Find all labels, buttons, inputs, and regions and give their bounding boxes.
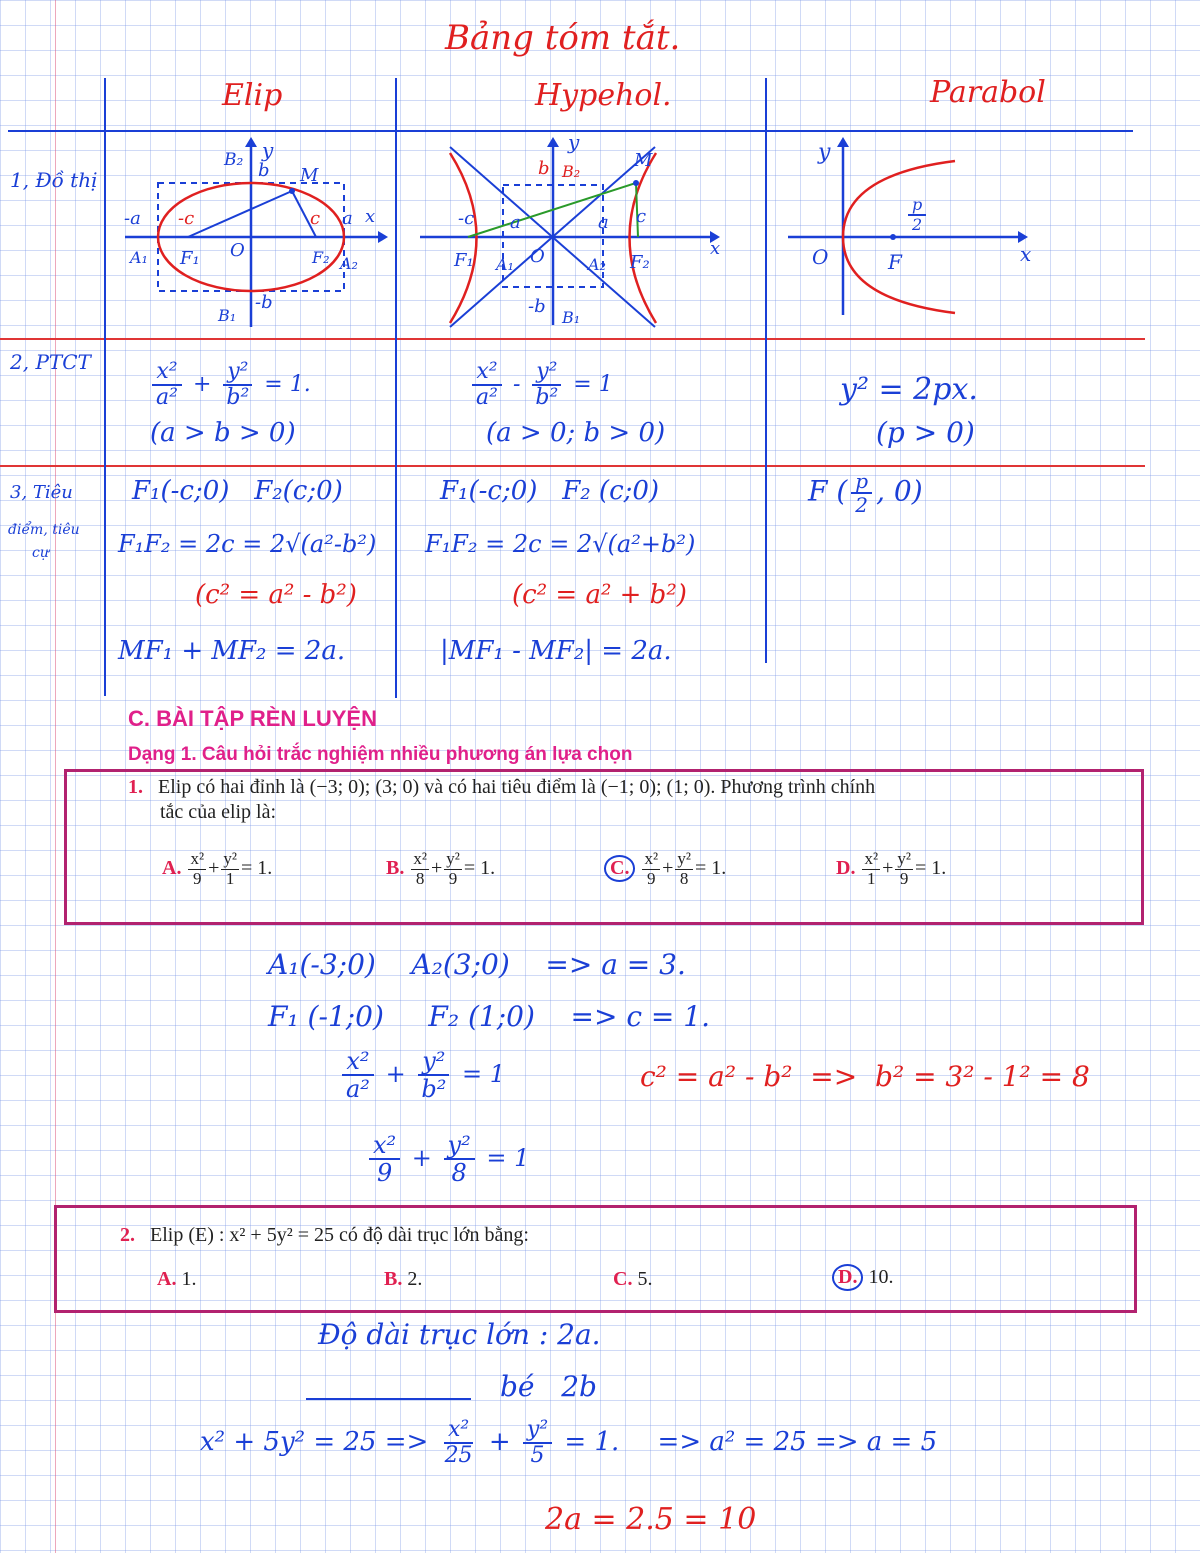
ptct-elip — [148, 360, 311, 410]
sol1-l3-d2: b² — [421, 1075, 447, 1104]
sol1-line-2: F₁ (-1;0) F₂ (1;0) => c = 1. — [268, 1000, 710, 1033]
sol2-l3-d2: 5 — [530, 1443, 545, 1469]
q2-option-b-value: 2. — [407, 1268, 423, 1290]
elip-label-a1: A₁ — [130, 248, 148, 267]
table-col-line-1 — [104, 78, 106, 696]
column-header-parabol: Parabol — [930, 75, 1046, 110]
q2-option-c-label: C. — [613, 1268, 633, 1290]
ptct-hyper-d1: a² — [476, 385, 498, 411]
foci-para-post: , 0) — [876, 474, 923, 508]
ptct-hyper-op: - — [512, 372, 521, 398]
sol1-l4-d1: 9 — [376, 1159, 393, 1188]
elip-label-neg-a: -a — [124, 208, 141, 229]
question-1-number: 1. — [128, 776, 143, 798]
hyperbola-graph — [410, 135, 760, 335]
q1-d-n2: y² — [897, 849, 911, 868]
sol2-line-4: 2a = 2.5 = 10 — [545, 1502, 757, 1537]
sol1-l3-op: + — [385, 1059, 406, 1088]
margin-line — [55, 0, 56, 1553]
para-p-num: p — [908, 196, 926, 216]
elip-label-x: x — [365, 206, 376, 227]
q1-option-c[interactable]: C. $\frac{\text{x²}}{9}$ + $\frac{\text{y²}}{8}$ = 1. — [604, 850, 726, 888]
q2-option-d[interactable] — [832, 1264, 893, 1291]
q1-a-eq: = 1. — [240, 856, 273, 879]
sol1-l4-d2: 8 — [451, 1159, 467, 1188]
q1-a-d2: 1 — [225, 868, 235, 888]
foci-hyper-l2: F₁F₂ = 2c = 2√(a²+b²) — [425, 530, 696, 558]
hyper-label-neg-c: -c — [458, 208, 475, 229]
foci-elip-l3: (c² = a² - b²) — [195, 580, 357, 610]
q1-option-d[interactable]: D. $\frac{\text{x²}}{1}$ + $\frac{\text{y²}}{9}$ = 1. — [836, 849, 947, 888]
sol1-l4-op: + — [411, 1143, 432, 1172]
sol2-l3-post: => a² = 25 => a = 5 — [657, 1427, 938, 1458]
foci-hyper-l1: F₁(-c;0) F₂ (c;0) — [440, 476, 660, 506]
ptct-elip-d1: a² — [156, 385, 178, 411]
hyper-label-b: b — [538, 158, 550, 179]
ellipse-focal-radius-1 — [188, 191, 292, 237]
para-label-p-over-2 — [908, 196, 926, 233]
sol2-l3-op: + — [488, 1427, 511, 1458]
question-2-box — [54, 1205, 1137, 1313]
hyper-label-a: a — [510, 212, 521, 233]
row-label-ptct: 2, PTCT — [10, 350, 91, 374]
sol1-line-4 — [365, 1132, 529, 1187]
ptct-hyper-cond: (a > 0; b > 0) — [486, 418, 666, 448]
question-2-text: Elip (E) : x² + 5y² = 25 có độ dài trục lớn bằng: — [150, 1224, 529, 1246]
table-row-line-2 — [0, 465, 1145, 467]
table-col-line-3 — [765, 78, 767, 663]
foci-para-pre: F ( — [808, 474, 848, 508]
question-2-number: 2. — [120, 1224, 135, 1246]
q1-c-d2: 8 — [679, 868, 689, 888]
para-label-x: x — [1020, 242, 1032, 266]
q2-option-d-value: 10. — [868, 1266, 894, 1288]
q1-option-b[interactable]: B. $\frac{\text{x²}}{8}$ + $\frac{\text{y²}}{9}$ = 1. — [386, 849, 496, 888]
q1-c-d1: 9 — [647, 868, 656, 888]
sol1-l4-eq: = 1 — [486, 1143, 530, 1172]
q1-d-eq: = 1. — [914, 856, 947, 879]
table-row-line-1 — [0, 338, 1145, 340]
elip-label-m: M — [300, 165, 319, 186]
hyper-label-f1: F₁ — [454, 250, 474, 271]
question-2 — [120, 1224, 529, 1247]
hyper-label-o: O — [530, 246, 545, 267]
q2-option-a-label: A. — [157, 1268, 177, 1290]
question-1-text-1: Elip có hai đỉnh là (−3; 0); (3; 0) và có hai tiêu điểm là (−1; 0); (1; 0). Phương trình chính — [158, 776, 876, 798]
foci-hyper-l4: |MF₁ - MF₂| = 2a. — [440, 636, 672, 666]
q1-a-n2: y² — [223, 849, 237, 868]
row-label-foci-1: 3, Tiêu — [10, 482, 73, 503]
sol2-l3-n1: x² — [444, 1418, 473, 1444]
table-col-line-2 — [395, 78, 397, 698]
ptct-elip-cond: (a > b > 0) — [150, 418, 296, 448]
sol1-l4-n1: x² — [369, 1132, 400, 1160]
q2-option-c-value: 5. — [637, 1268, 653, 1290]
q2-option-c[interactable] — [613, 1268, 652, 1291]
q1-d-d1: 1 — [867, 868, 876, 888]
para-label-y: y — [818, 140, 831, 165]
q2-option-b[interactable] — [384, 1268, 422, 1291]
ptct-hyper-n2: y² — [532, 360, 561, 386]
elip-label-o: O — [230, 240, 245, 261]
sol2-underline — [306, 1398, 471, 1400]
row-label-foci-3: cự — [32, 545, 49, 561]
sol1-l4-n2: y² — [444, 1132, 475, 1160]
elip-label-b2: B₂ — [224, 150, 244, 170]
sol2-l3-pre: x² + 5y² = 25 => — [200, 1427, 429, 1458]
sol2-line-2: bé 2b — [500, 1370, 597, 1403]
q1-a-n1: x² — [190, 849, 205, 868]
hyper-label-b1: B₁ — [562, 308, 581, 327]
foci-para-num: p — [851, 470, 872, 494]
hyper-label-y: y — [568, 130, 580, 154]
foci-para — [808, 470, 923, 516]
question-1 — [128, 776, 1118, 824]
sol1-line-3-red: c² = a² - b² => b² = 3² - 1² = 8 — [640, 1060, 1090, 1093]
sol1-l3-d1: a² — [346, 1075, 370, 1104]
ellipse-point-m — [289, 188, 295, 194]
q2-option-d-label: D. — [832, 1264, 863, 1291]
elip-label-f2: F₂ — [312, 248, 330, 267]
q1-d-n1: x² — [864, 849, 879, 868]
hyper-label-a1: A₁ — [496, 255, 514, 274]
hyper-label-f2: F₂ — [630, 252, 650, 273]
sol2-l3-d1: 25 — [444, 1443, 473, 1469]
q1-c-eq: = 1. — [694, 856, 727, 879]
q1-a-d1: 9 — [193, 868, 202, 888]
q1-option-a-label: A. — [162, 856, 182, 879]
elip-label-a: a — [342, 208, 353, 229]
elip-label-neg-c: -c — [178, 208, 195, 229]
para-p-den: 2 — [912, 214, 923, 234]
para-label-f: F — [888, 250, 902, 274]
row-label-foci-2: điểm, tiêu — [8, 522, 80, 538]
foci-elip-l2: F₁F₂ = 2c = 2√(a²-b²) — [118, 530, 377, 558]
sol1-line-3 — [338, 1048, 505, 1103]
column-header-hypebol: Hypehol. — [535, 78, 672, 113]
sol1-l3-eq: = 1 — [461, 1059, 505, 1088]
ptct-hyper-d2: b² — [535, 385, 559, 411]
page-title: Bảng tóm tắt. — [445, 18, 681, 58]
foci-elip-l4: MF₁ + MF₂ = 2a. — [118, 636, 346, 666]
sol2-l3-eq: = 1. — [564, 1427, 620, 1458]
sol1-l3-n2: y² — [418, 1048, 449, 1076]
q2-option-a-value: 1. — [181, 1268, 197, 1290]
hyper-label-a-right: a — [598, 212, 609, 233]
sol1-line-1: A₁(-3;0) A₂(3;0) => a = 3. — [268, 948, 686, 981]
q1-b-d2: 9 — [448, 868, 458, 888]
q1-option-a[interactable]: A. $\frac{\text{x²}}{9}$ + $\frac{\text{y²}}{1}$ = 1. — [162, 849, 273, 888]
ptct-elip-d2: b² — [226, 385, 250, 411]
section-subtitle: Dạng 1. Câu hỏi trắc nghiệm nhiều phương án lựa chọn — [128, 744, 633, 765]
ptct-para: y² = 2px. — [840, 372, 978, 407]
q2-option-b-label: B. — [384, 1268, 403, 1290]
foci-para-den: 2 — [855, 493, 869, 517]
elip-label-y: y — [262, 138, 274, 162]
hyper-label-m: M — [634, 150, 653, 171]
ptct-elip-n2: y² — [223, 360, 252, 386]
hyperbola-point-m — [633, 180, 639, 186]
ptct-para-cond: (p > 0) — [876, 416, 975, 449]
q1-c-n2: y² — [677, 849, 691, 868]
elip-label-f1: F₁ — [180, 248, 200, 269]
elip-label-b1: B₁ — [218, 306, 237, 325]
ptct-hyper-n1: x² — [472, 360, 501, 386]
ptct-elip-n1: x² — [152, 360, 181, 386]
foci-hyper-l3: (c² = a² + b²) — [512, 580, 687, 610]
ptct-hyper — [468, 360, 613, 410]
elip-label-a2: A₂ — [340, 254, 358, 273]
q2-option-a[interactable] — [157, 1268, 196, 1291]
column-header-elip: Elip — [222, 78, 283, 113]
q1-b-n2: y² — [446, 849, 460, 868]
hyper-label-a2: A₂ — [588, 255, 606, 274]
elip-label-c: c — [310, 208, 321, 229]
parabola-focus-point — [890, 234, 896, 240]
hyper-label-c: c — [636, 206, 647, 227]
q1-b-n1: x² — [413, 849, 427, 868]
q1-option-c-label: C. — [604, 855, 635, 882]
hyper-label-b2: B₂ — [562, 162, 581, 181]
hyper-label-neg-b: -b — [528, 296, 546, 317]
sol1-l3-n1: x² — [342, 1048, 373, 1076]
section-title: C. BÀI TẬP RÈN LUYỆN — [128, 706, 377, 731]
ptct-hyper-eq: = 1 — [573, 372, 613, 398]
elip-label-b: b — [258, 160, 270, 181]
ptct-elip-eq: = 1. — [264, 372, 311, 398]
sol2-line-3 — [200, 1418, 937, 1468]
elip-label-neg-b: -b — [255, 292, 273, 313]
ptct-elip-op: + — [192, 372, 212, 398]
q1-b-d1: 8 — [415, 868, 425, 888]
foci-elip-l1: F₁(-c;0) F₂(c;0) — [132, 476, 343, 506]
question-1-text-2: tắc của elip là: — [160, 801, 277, 823]
q1-d-d2: 9 — [899, 868, 909, 888]
sol2-l3-n2: y² — [523, 1418, 552, 1444]
sol2-line-1: Độ dài trục lớn : 2a. — [318, 1318, 601, 1351]
para-label-o: O — [812, 245, 829, 269]
q1-c-n1: x² — [644, 849, 659, 868]
q1-option-d-label: D. — [836, 856, 856, 879]
q1-option-b-label: B. — [386, 856, 405, 879]
row-label-graph: 1, Đồ thị — [10, 168, 98, 192]
q1-b-eq: = 1. — [463, 856, 496, 879]
hyper-label-x: x — [710, 238, 721, 259]
